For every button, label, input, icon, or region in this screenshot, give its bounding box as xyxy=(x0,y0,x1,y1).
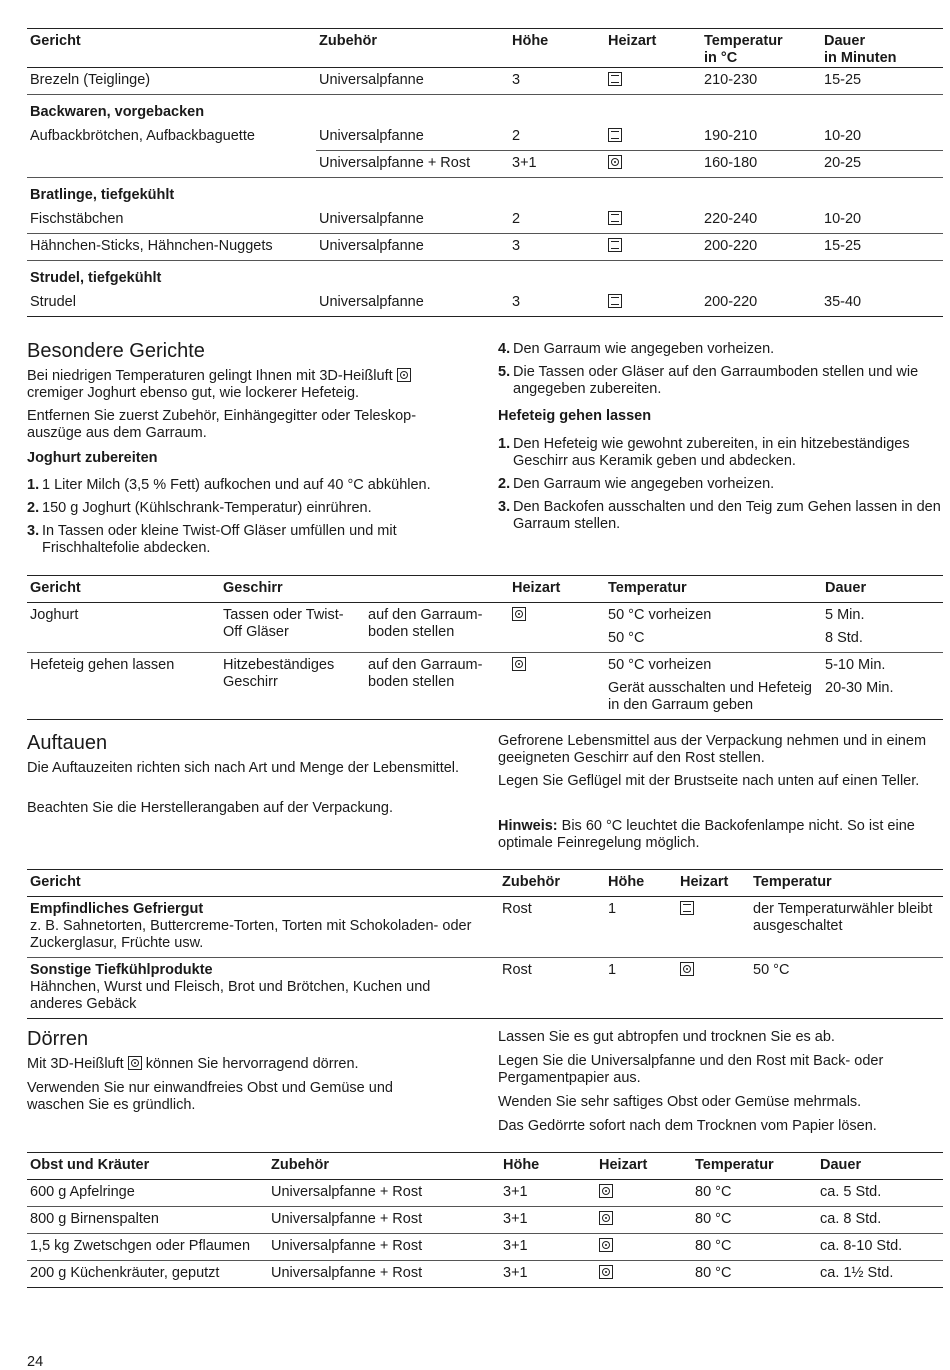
drying-table xyxy=(27,1152,943,1288)
col-level: Höhe xyxy=(503,1157,540,1173)
table-cell: Universalpfanne + Rost xyxy=(316,151,509,178)
list-item: 1. Den Hefeteig wie gewohnt zubereiten, in ein hitzebeständiges Geschirr aus Keramik geben und abdecken. xyxy=(498,436,910,469)
table-cell: 1 xyxy=(605,897,677,958)
table-cell: 50 °C vorheizen 50 °C xyxy=(605,603,822,653)
col-temperature: Temperatur xyxy=(695,1157,774,1173)
table-cell xyxy=(509,603,605,653)
table-cell: ca. 8-10 Std. xyxy=(817,1234,943,1261)
table-row xyxy=(27,234,943,261)
table-header xyxy=(27,576,943,603)
table-cell xyxy=(677,897,750,958)
table-cell: ca. 1½ Std. xyxy=(817,1261,943,1288)
table-cell: 3 xyxy=(509,290,605,317)
table-cell: auf den Garraumboden stellen xyxy=(365,653,509,720)
table-cell: Tassen oder Twist-Off Gläser xyxy=(220,603,365,653)
table-cell: 3+1 xyxy=(509,151,605,178)
joghurt-steps xyxy=(27,477,472,563)
table-cell xyxy=(605,290,701,317)
list-item: 2. 150 g Joghurt (Kühlschrank-Temperatur) einrühren. xyxy=(27,500,372,516)
table-row xyxy=(27,958,943,1019)
step-number: 2. xyxy=(27,500,40,516)
step-number: 5. xyxy=(498,364,511,380)
table-cell: Joghurt xyxy=(27,603,220,653)
table-group-row xyxy=(27,95,943,125)
table-row xyxy=(27,897,943,958)
table-header xyxy=(27,29,943,68)
table-cell: 3+1 xyxy=(500,1261,596,1288)
paragraph: Lassen Sie es gut abtropfen und trocknen Sie es ab. xyxy=(498,1029,835,1045)
table-cell xyxy=(605,68,701,95)
table-row xyxy=(27,207,943,234)
hot-air-3d-icon xyxy=(599,1238,613,1252)
list-item: 5. Die Tassen oder Gläser auf den Garraumboden stellen und wie angegeben zubereiten. xyxy=(498,364,919,397)
table-cell: 50 °C xyxy=(750,958,943,1019)
col-duration: Dauer xyxy=(825,580,867,596)
table-cell: 3+1 xyxy=(500,1180,596,1207)
table-cell: Aufbackbrötchen, Aufbackbaguette xyxy=(30,128,255,144)
section-title-besondere: Besondere Gerichte xyxy=(27,340,205,362)
list-item: 3. Den Backofen ausschalten und den Teig zum Gehen lassen in den Garraum stellen. xyxy=(498,499,941,532)
col-heating: Heizart xyxy=(512,580,561,596)
table-cell: Universalpfanne xyxy=(316,290,509,317)
table-cell: 3+1 xyxy=(500,1234,596,1261)
table-cell xyxy=(596,1261,692,1288)
joghurt-steps-continued xyxy=(498,341,943,404)
table-cell: 210-230 xyxy=(701,68,821,95)
step-number: 3. xyxy=(27,523,40,539)
table-cell: 190-210 xyxy=(701,124,821,151)
table-row xyxy=(27,1234,943,1261)
table-cell: der Temperaturwähler bleibt ausgeschaltet xyxy=(750,897,943,958)
col-dish: Gericht xyxy=(30,580,81,596)
table-row xyxy=(27,653,943,720)
section-title-doerren: Dörren xyxy=(27,1028,89,1050)
table-cell: 2 xyxy=(509,124,605,151)
top-bottom-icon xyxy=(680,901,694,915)
section-title-auftauen: Auftauen xyxy=(27,732,108,754)
table-row xyxy=(27,1180,943,1207)
table-cell: 800 g Birnenspalten xyxy=(27,1207,268,1234)
hot-air-3d-icon xyxy=(512,657,526,671)
table-cell: 5-10 Min. 20-30 Min. xyxy=(822,653,943,720)
table-cell: 35-40 xyxy=(821,290,943,317)
table-cell: 80 °C xyxy=(692,1234,817,1261)
hint-label: Hinweis: xyxy=(498,818,558,834)
table-cell: Universalpfanne xyxy=(316,207,509,234)
table-cell: 5 Min. 8 Std. xyxy=(822,603,943,653)
step-number: 3. xyxy=(498,499,511,515)
table-cell: Hähnchen-Sticks, Hähnchen-Nuggets xyxy=(27,234,316,261)
paragraph: Das Gedörrte sofort nach dem Trocknen vom Papier lösen. xyxy=(498,1118,877,1134)
table-cell: Fischstäbchen xyxy=(27,207,316,234)
col-temperature: Temperatur xyxy=(608,580,687,596)
table-row xyxy=(27,151,943,178)
col-dish: Gericht xyxy=(30,33,81,49)
subheading-hefeteig: Hefeteig gehen lassen xyxy=(498,408,652,424)
table-cell xyxy=(677,958,750,1019)
col-dishware: Geschirr xyxy=(223,580,283,596)
table-cell xyxy=(605,207,701,234)
paragraph: Die Auftauzeiten richten sich nach Art und Menge der Lebensmittel. xyxy=(27,760,460,776)
table-cell: Hitzebeständiges Geschirr xyxy=(220,653,365,720)
step-number: 1. xyxy=(27,477,40,493)
col-duration: Dauer in Minuten xyxy=(824,33,897,66)
table-group-row xyxy=(27,178,943,208)
hot-air-3d-icon xyxy=(397,368,411,382)
subheading-joghurt: Joghurt zubereiten xyxy=(27,450,158,466)
col-accessory: Zubehör xyxy=(502,874,560,890)
special-dishes-table xyxy=(27,575,943,720)
col-dish: Gericht xyxy=(30,874,81,890)
table-header xyxy=(27,1153,943,1180)
table-cell: 2 xyxy=(509,207,605,234)
table-row xyxy=(27,1207,943,1234)
table-cell: 80 °C xyxy=(692,1261,817,1288)
hot-air-3d-icon xyxy=(608,155,622,169)
paragraph: Gefrorene Lebensmittel aus der Verpackung nehmen und in einem geeigneten Geschirr auf den Rost stellen. xyxy=(498,733,927,766)
table-cell: Universalpfanne xyxy=(316,68,509,95)
table-cell: Brezeln (Teiglinge) xyxy=(27,68,316,95)
table-group-row xyxy=(27,261,943,291)
group-heading: Strudel, tiefgekühlt xyxy=(30,270,162,286)
table-cell: Hefeteig gehen lassen xyxy=(27,653,220,720)
group-heading: Bratlinge, tiefgekühlt xyxy=(30,187,175,203)
hot-air-3d-icon xyxy=(599,1211,613,1225)
paragraph: Verwenden Sie nur einwandfreies Obst und Gemüse und waschen Sie es gründlich. xyxy=(27,1080,393,1113)
col-heating: Heizart xyxy=(680,874,729,890)
paragraph: Legen Sie Geflügel mit der Brustseite nach unten auf einen Teller. xyxy=(498,773,920,789)
table-cell xyxy=(605,151,701,178)
page-number: 24 xyxy=(27,1354,44,1370)
top-bottom-icon xyxy=(608,128,622,142)
list-item: 3. In Tassen oder kleine Twist-Off Gläser umfüllen und mit Frischhaltefolie abdecken. xyxy=(27,523,397,556)
step-number: 1. xyxy=(498,436,511,452)
paragraph: Mit 3D-Heißluft können Sie hervorragend dörren. xyxy=(27,1056,359,1072)
table-cell: 50 °C vorheizen Gerät ausschalten und Hefeteig in den Garraum geben xyxy=(605,653,822,720)
table-cell: Universalpfanne xyxy=(316,124,509,151)
paragraph: Entfernen Sie zuerst Zubehör, Einhängegitter oder Teleskopauszüge aus dem Garraum. xyxy=(27,408,417,441)
table-cell: 15-25 xyxy=(821,234,943,261)
table-cell: 160-180 xyxy=(701,151,821,178)
hefeteig-steps xyxy=(498,436,943,539)
col-temperature: Temperatur xyxy=(753,874,832,890)
table-row xyxy=(27,603,943,653)
table-cell: Universalpfanne + Rost xyxy=(268,1207,500,1234)
table-header xyxy=(27,870,943,897)
table-cell: Universalpfanne + Rost xyxy=(268,1261,500,1288)
baking-table xyxy=(27,28,943,317)
hot-air-3d-icon xyxy=(599,1184,613,1198)
list-item: 1. 1 Liter Milch (3,5 % Fett) aufkochen und auf 40 °C abkühlen. xyxy=(27,477,431,493)
hot-air-3d-icon xyxy=(512,607,526,621)
col-level: Höhe xyxy=(608,874,645,890)
hint: Hinweis: Bis 60 °C leuchtet die Backofenlampe nicht. So ist eine optimale Feinregelung möglich. xyxy=(498,818,915,851)
table-cell: 3 xyxy=(509,68,605,95)
table-cell: 200-220 xyxy=(701,234,821,261)
list-item: 4. Den Garraum wie angegeben vorheizen. xyxy=(498,341,775,357)
table-cell xyxy=(605,124,701,151)
step-number: 2. xyxy=(498,476,511,492)
table-cell: 15-25 xyxy=(821,68,943,95)
hot-air-3d-icon xyxy=(599,1265,613,1279)
defrost-table xyxy=(27,869,943,1019)
table-cell: 10-20 xyxy=(821,124,943,151)
table-cell: 10-20 xyxy=(821,207,943,234)
table-cell: Universalpfanne xyxy=(316,234,509,261)
hot-air-3d-icon xyxy=(680,962,694,976)
step-number: 4. xyxy=(498,341,511,357)
col-accessory: Zubehör xyxy=(271,1157,329,1173)
table-cell: 3 xyxy=(509,234,605,261)
top-bottom-icon xyxy=(608,211,622,225)
paragraph: Legen Sie die Universalpfanne und den Rost mit Back- oder Pergamentpapier aus. xyxy=(498,1053,884,1086)
list-item: 2. Den Garraum wie angegeben vorheizen. xyxy=(498,476,775,492)
table-cell: 20-25 xyxy=(821,151,943,178)
top-bottom-icon xyxy=(608,294,622,308)
col-level: Höhe xyxy=(512,33,549,49)
col-heating: Heizart xyxy=(599,1157,648,1173)
table-cell: 3+1 xyxy=(500,1207,596,1234)
table-cell: Rost xyxy=(499,897,605,958)
table-cell xyxy=(596,1234,692,1261)
table-cell: 1,5 kg Zwetschgen oder Pflaumen xyxy=(27,1234,268,1261)
table-row xyxy=(27,68,943,95)
paragraph: Wenden Sie sehr saftiges Obst oder Gemüse mehrmals. xyxy=(498,1094,862,1110)
table-cell: Sonstige Tiefkühlprodukte Hähnchen, Wurst und Fleisch, Brot und Brötchen, Kuchen und anderes Gebäck xyxy=(27,958,499,1019)
table-cell: Strudel xyxy=(27,290,316,317)
col-duration: Dauer xyxy=(820,1157,862,1173)
col-temperature: Temperatur in °C xyxy=(704,33,783,66)
top-bottom-icon xyxy=(608,72,622,86)
group-heading: Backwaren, vorgebacken xyxy=(30,104,205,120)
col-heating: Heizart xyxy=(608,33,657,49)
col-fruit-herbs: Obst und Kräuter xyxy=(30,1157,150,1173)
table-cell: 600 g Apfelringe xyxy=(27,1180,268,1207)
table-cell: 200-220 xyxy=(701,290,821,317)
table-cell xyxy=(596,1207,692,1234)
table-cell: Empfindliches Gefriergut z. B. Sahnetorten, Buttercreme-Torten, Torten mit Schokoladen- oder Zuckerglasur, Früchte usw. xyxy=(27,897,499,958)
paragraph: Bei niedrigen Temperaturen gelingt Ihnen mit 3D-Heißluft cremiger Joghurt ebenso gut, wie lockerer Hefeteig. xyxy=(27,368,467,402)
table-cell: Rost xyxy=(499,958,605,1019)
table-cell: Universalpfanne + Rost xyxy=(268,1180,500,1207)
table-cell: 1 xyxy=(605,958,677,1019)
table-cell xyxy=(27,151,316,178)
hot-air-3d-icon xyxy=(128,1056,142,1070)
table-cell: 220-240 xyxy=(701,207,821,234)
table-cell: ca. 5 Std. xyxy=(817,1180,943,1207)
paragraph: Beachten Sie die Herstellerangaben auf der Verpackung. xyxy=(27,800,393,816)
table-row xyxy=(27,124,943,151)
top-bottom-icon xyxy=(608,238,622,252)
table-cell: auf den Garraumboden stellen xyxy=(365,603,509,653)
table-cell: ca. 8 Std. xyxy=(817,1207,943,1234)
table-row xyxy=(27,1261,943,1288)
table-cell: 200 g Küchenkräuter, geputzt xyxy=(27,1261,268,1288)
table-row xyxy=(27,290,943,317)
col-accessory: Zubehör xyxy=(319,33,377,49)
table-cell: 80 °C xyxy=(692,1180,817,1207)
table-cell: Universalpfanne + Rost xyxy=(268,1234,500,1261)
table-cell: 80 °C xyxy=(692,1207,817,1234)
table-cell xyxy=(596,1180,692,1207)
table-cell xyxy=(605,234,701,261)
table-cell xyxy=(509,653,605,720)
